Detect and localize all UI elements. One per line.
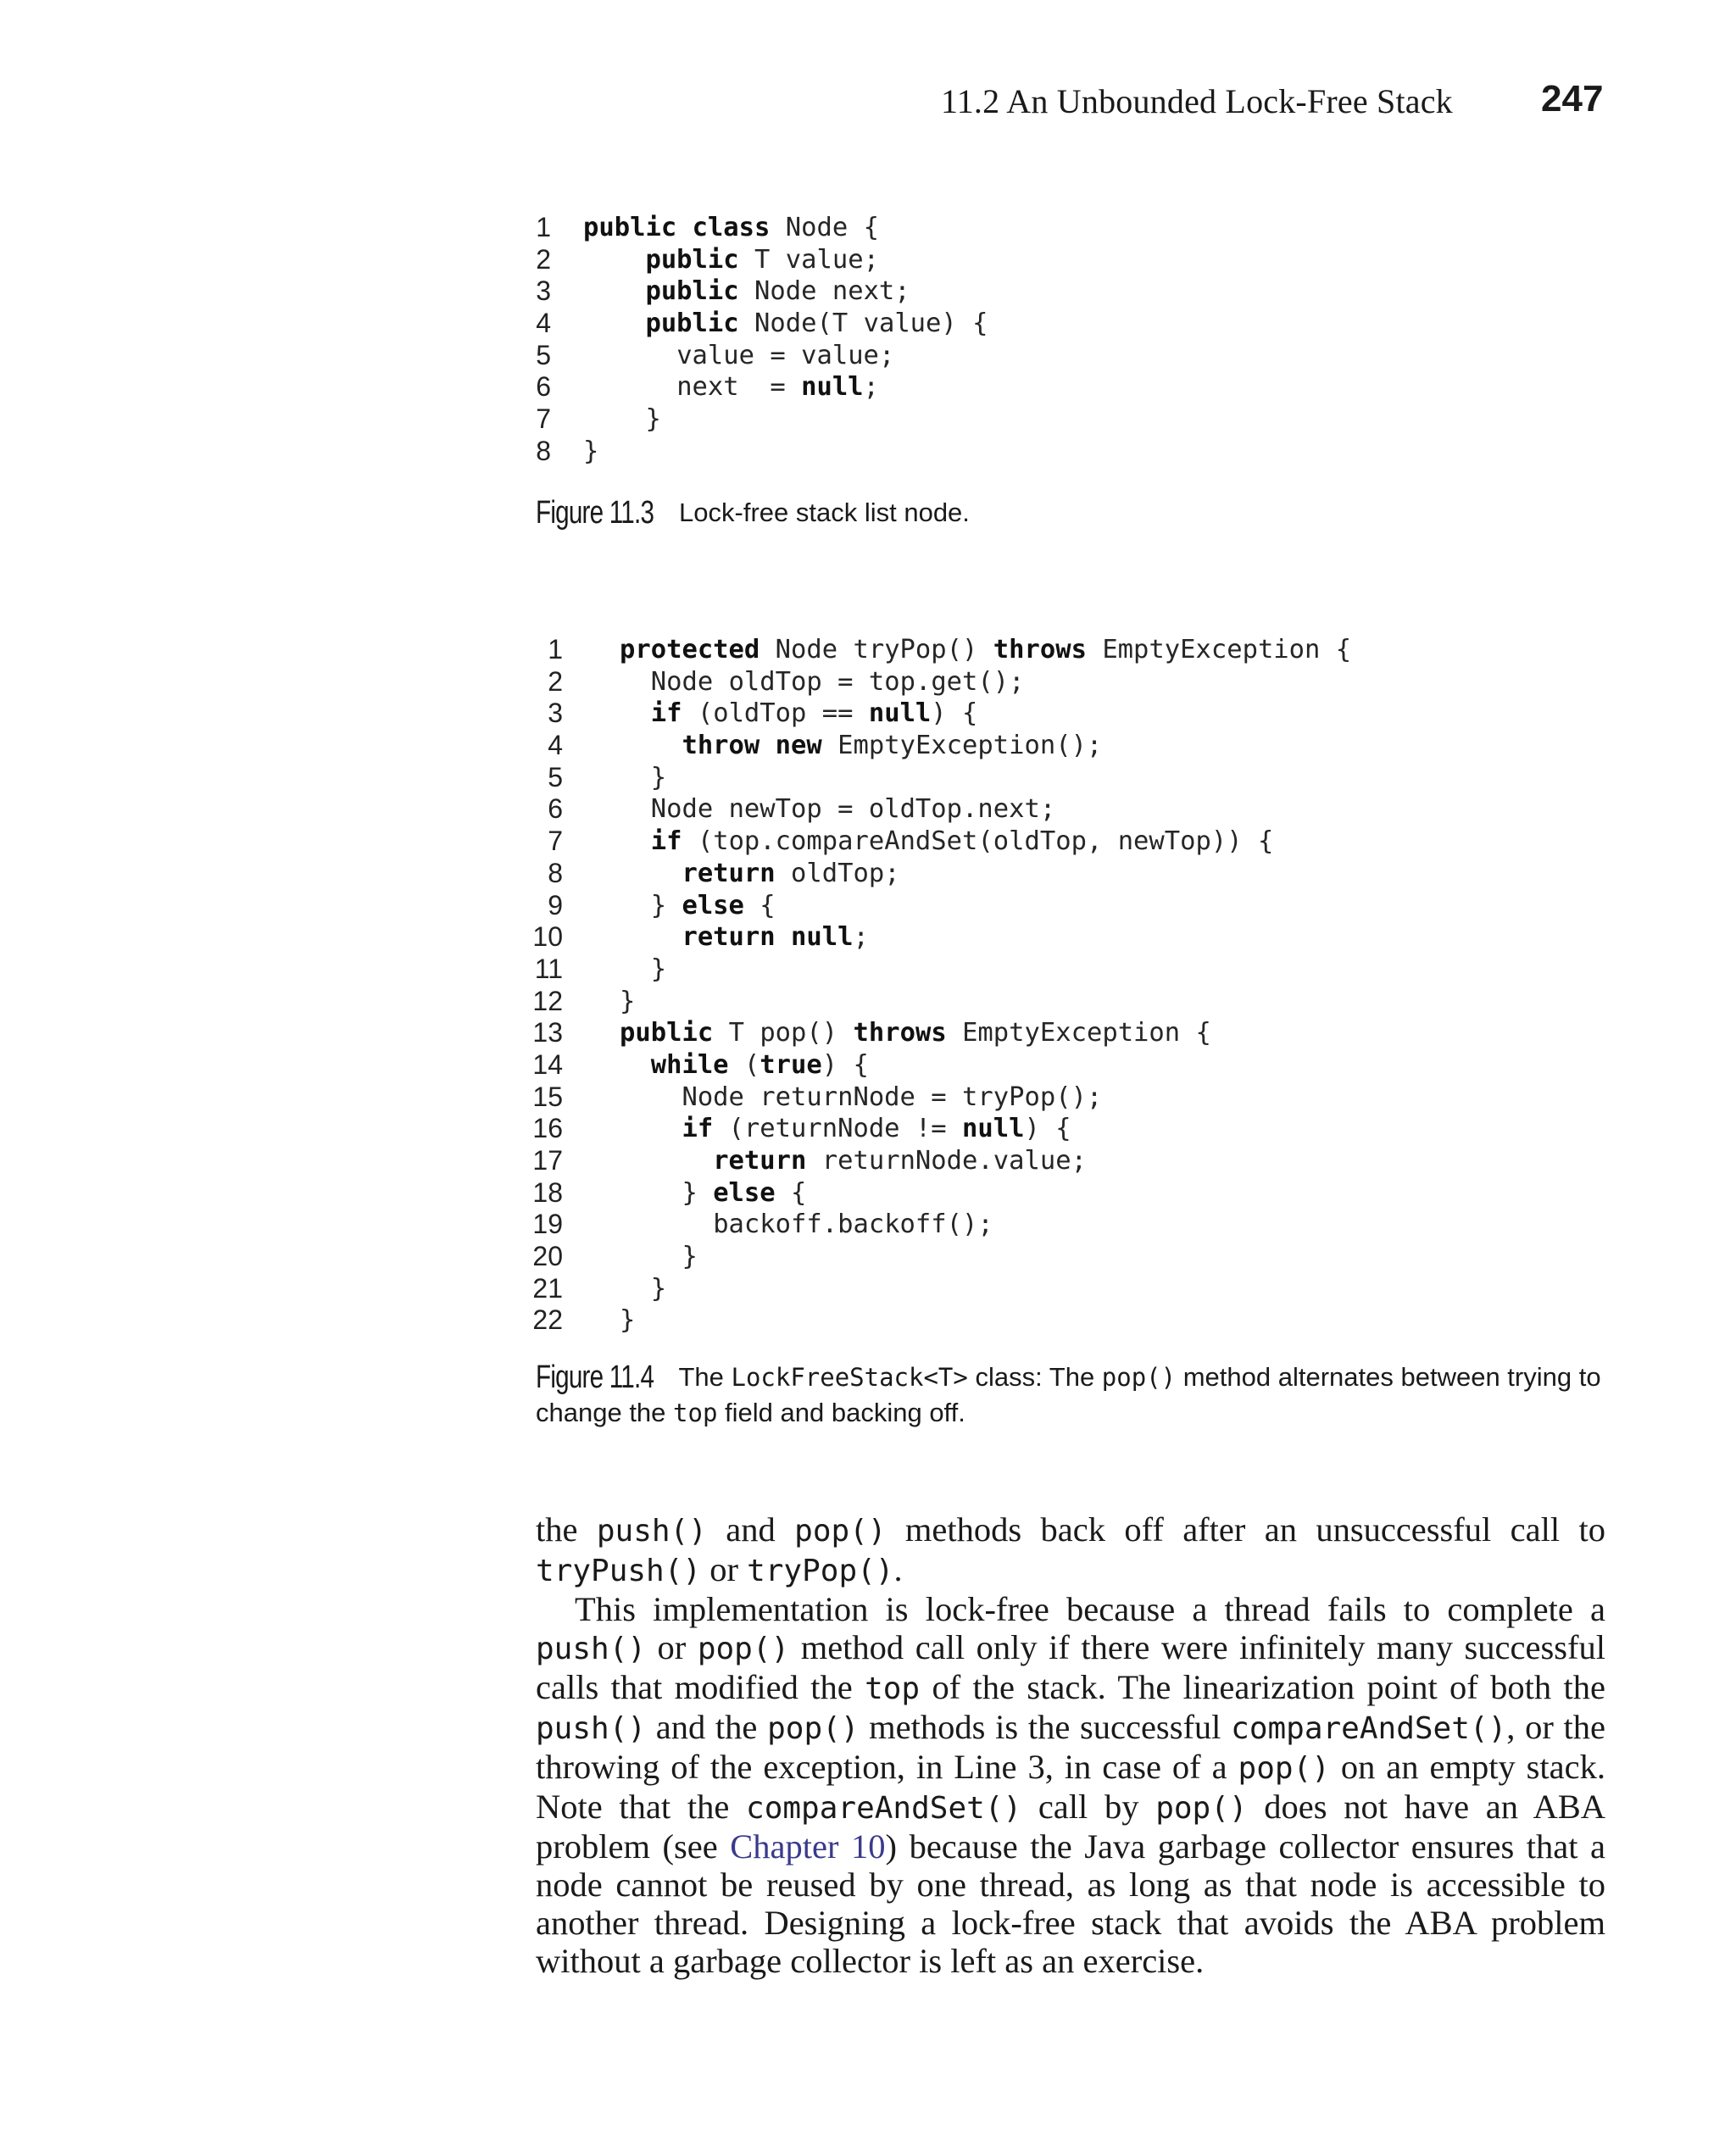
line-number: 13 [532, 1017, 563, 1048]
code-text: return null; [682, 922, 869, 953]
line-number: 4 [548, 730, 563, 761]
line-number: 22 [532, 1304, 563, 1336]
line-number: 6 [548, 793, 563, 825]
code-text: return oldTop; [682, 858, 900, 888]
code-text: } [620, 986, 636, 1016]
code-text: public class Node { [583, 213, 879, 242]
code-text: next = null; [676, 372, 879, 403]
figure-11-3-caption [536, 495, 1605, 531]
line-number: 2 [536, 243, 551, 275]
code-text: Node returnNode = tryPop(); [682, 1082, 1103, 1112]
page-number: 247 [1541, 78, 1604, 120]
line-number: 9 [548, 889, 563, 920]
code-text: public Node(T value) { [645, 309, 988, 339]
line-number: 21 [532, 1272, 563, 1304]
paragraph: This implementation is lock-free because a thread fails to complete a push() or pop() method call only if there were infinitely many successful calls that modified the top of the stack. The linearization point of both the push() and the pop() methods is the successful compareAndSet(), or the throwing of the exception, in Line 3, in case of a pop() on an empty stack. Note that the compareAndSet() call by pop() does not have an ABA problem (see Chapter 10) because the Java garbage collector ensures that a node cannot be reused by one thread, as long as that node is accessible to another thread. Designing a lock-free stack that avoids the ABA problem without a garbage collector is left as an exercise. [536, 1590, 1606, 1980]
caption-text: Lock-free stack list node. [679, 498, 970, 527]
line-number: 20 [532, 1241, 563, 1272]
line-number: 4 [536, 308, 551, 339]
code-text: protected Node tryPop() throws EmptyException { [620, 635, 1352, 665]
body-text [536, 1510, 1605, 1980]
line-number: 7 [536, 403, 551, 435]
line-number: 16 [532, 1113, 563, 1144]
code-text: } [620, 954, 667, 984]
code-text: if (returnNode != null) { [682, 1114, 1071, 1144]
line-number: 5 [548, 761, 563, 792]
running-header-title: 11.2 An Unbounded Lock-Free Stack [941, 82, 1453, 120]
code-text: backoff.backoff(); [713, 1210, 993, 1240]
code-text: } [620, 1242, 698, 1272]
line-number: 3 [536, 275, 551, 307]
code-text: } else { [620, 890, 776, 920]
code-text: } [583, 436, 599, 466]
code-text: } [620, 762, 667, 792]
code-text: } [620, 1305, 636, 1336]
code-text: } else { [620, 1177, 807, 1208]
line-number: 1 [536, 212, 551, 242]
code-text: } [620, 1273, 667, 1304]
line-number: 8 [536, 435, 551, 466]
line-number: 6 [536, 371, 551, 403]
line-number: 11 [534, 953, 563, 984]
line-number: 17 [532, 1145, 563, 1176]
code-text: while (true) { [650, 1049, 869, 1080]
paragraph: the push() and pop() methods back off after an unsuccessful call to tryPush() or tryPop(). [536, 1510, 1606, 1588]
line-number: 3 [548, 698, 563, 729]
line-number: 18 [532, 1176, 563, 1208]
code-text: if (top.compareAndSet(oldTop, newTop)) { [650, 826, 1274, 857]
code-text: public Node next; [645, 276, 910, 307]
chapter-10-link[interactable]: Chapter 10 [730, 1827, 886, 1866]
code-text: value = value; [676, 340, 895, 370]
line-number: 14 [532, 1048, 563, 1080]
code-text: if (oldTop == null) { [650, 698, 978, 729]
code-text: return returnNode.value; [713, 1146, 1087, 1176]
line-number: 12 [532, 985, 563, 1016]
line-number: 2 [548, 665, 563, 697]
code-text: public T value; [645, 244, 879, 275]
line-number: 7 [548, 826, 563, 857]
line-number: 5 [536, 339, 551, 370]
code-text: Node oldTop = top.get(); [650, 666, 1025, 697]
code-text: throw new EmptyException(); [682, 731, 1103, 761]
code-text: public T pop() throws EmptyException { [620, 1018, 1211, 1048]
line-number: 15 [532, 1081, 563, 1112]
line-number: 10 [532, 921, 563, 953]
caption-text: The LockFreeStack<T> class: The pop() method alternates between trying to change the top field and backing off. [536, 1362, 1601, 1427]
line-number: 19 [532, 1209, 563, 1240]
figure-label: Figure 11.4 [536, 1360, 654, 1395]
line-number: 1 [548, 634, 563, 665]
figure-11-4-caption [536, 1360, 1605, 1431]
line-number: 8 [548, 857, 563, 888]
code-text: } [583, 404, 661, 435]
code-text: Node newTop = oldTop.next; [650, 794, 1056, 825]
figure-label: Figure 11.3 [536, 495, 654, 531]
